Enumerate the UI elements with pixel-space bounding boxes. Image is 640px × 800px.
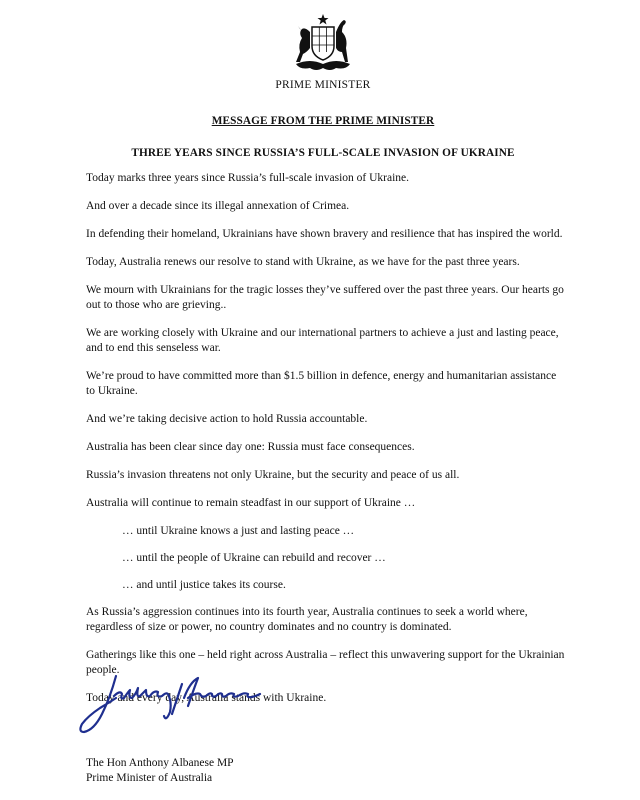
signatory-name: The Hon Anthony Albanese MP: [86, 757, 234, 769]
signatory-role: Prime Minister of Australia: [86, 772, 213, 784]
coat-of-arms-icon: [290, 12, 356, 74]
indented-line: … until the people of Ukraine can rebuild and recover …: [122, 552, 386, 564]
paragraph: In defending their homeland, Ukrainians have shown bravery and resilience that has inspired the world.: [86, 228, 563, 240]
paragraph: Today, Australia renews our resolve to stand with Ukraine, as we have for the past three years.: [86, 256, 520, 268]
paragraph: As Russia’s aggression continues into its fourth year, Australia continues to seek a world where, regardless of size or power, no country dominates and no country is dominated.: [86, 606, 528, 633]
paragraph: We’re proud to have committed more than $1.5 billion in defence, energy and humanitarian assistance to Ukraine.: [86, 370, 557, 397]
paragraph: We mourn with Ukrainians for the tragic losses they’ve suffered over the past three years. Our hearts go out to those who are grieving..: [86, 284, 564, 311]
paragraph: Today and every day, Australia stands with Ukraine.: [86, 692, 327, 704]
signatory: [86, 756, 234, 786]
office-label: PRIME MINISTER: [275, 79, 371, 91]
handwritten-signature-icon: [76, 668, 286, 740]
paragraph: Russia’s invasion threatens not only Ukraine, but the security and peace of us all.: [86, 469, 460, 481]
paragraph: Australia will continue to remain steadfast in our support of Ukraine …: [86, 497, 416, 509]
letter-body: [86, 171, 568, 719]
paragraph: And over a decade since its illegal annexation of Crimea.: [86, 200, 350, 212]
paragraph: And we’re taking decisive action to hold Russia accountable.: [86, 413, 368, 425]
paragraph: Australia has been clear since day one: Russia must face consequences.: [86, 441, 415, 453]
paragraph: Today marks three years since Russia’s full-scale invasion of Ukraine.: [86, 172, 410, 184]
message-title: MESSAGE FROM THE PRIME MINISTER: [211, 115, 435, 127]
signature-ink: [80, 676, 260, 732]
indented-line: … and until justice takes its course.: [122, 579, 286, 591]
paragraph: We are working closely with Ukraine and our international partners to achieve a just and lasting peace, and to end this senseless war.: [86, 327, 559, 354]
message-subtitle: THREE YEARS SINCE RUSSIA’S FULL-SCALE INVASION OF UKRAINE: [131, 147, 515, 159]
paragraph: Gatherings like this one – held right across Australia – reflect this unwavering support for the Ukrainian people.: [86, 649, 565, 676]
indented-line: … until Ukraine knows a just and lasting peace …: [122, 525, 355, 537]
